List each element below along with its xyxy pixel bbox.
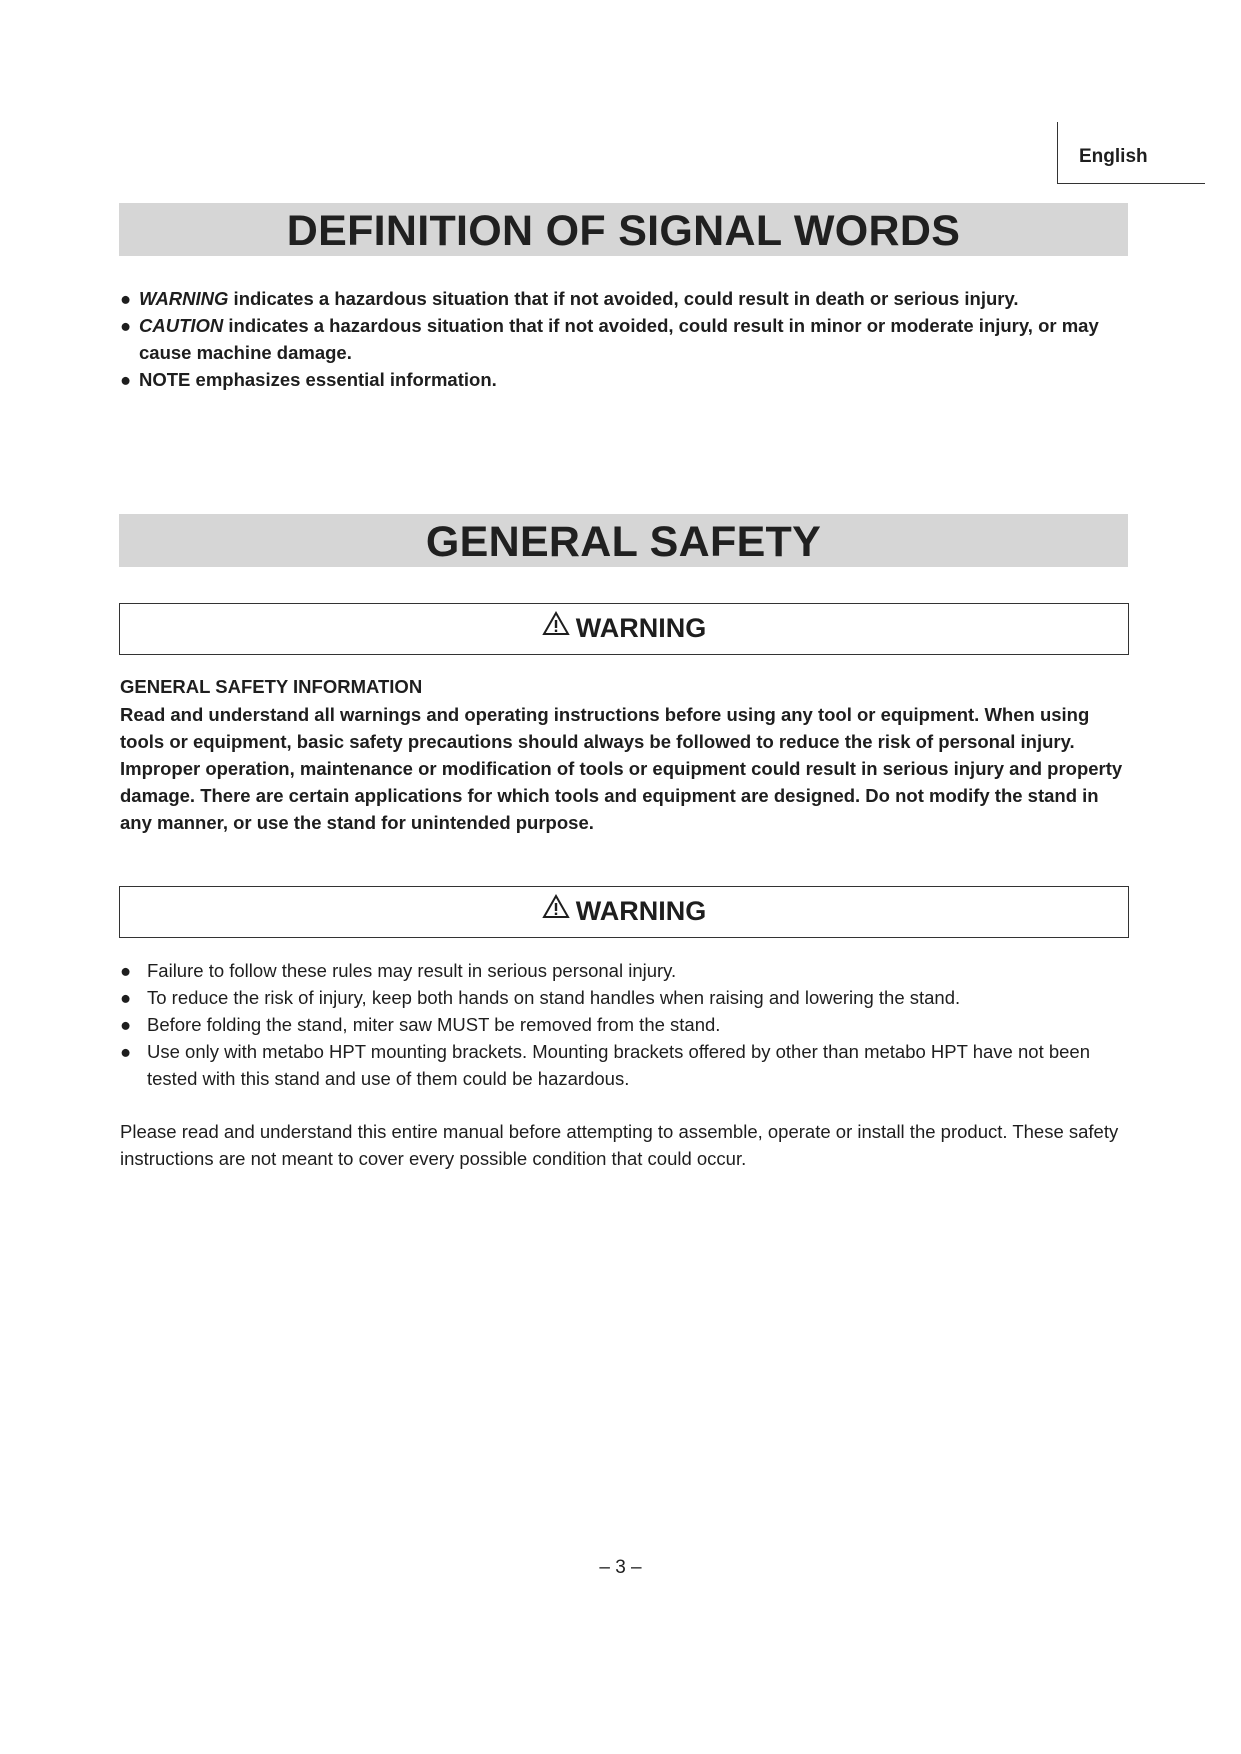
list-item — [120, 312, 1130, 366]
signal-words-title: DEFINITION OF SIGNAL WORDS — [119, 203, 1128, 256]
language-tab — [1057, 122, 1205, 184]
rule-text: Use only with metabo HPT mounting brackets. Mounting brackets offered by other than metabo HPT have not been tested with this stand and use of them could be hazardous. — [147, 1041, 1091, 1089]
signal-definition: indicates a hazardous situation that if not avoided, could result in minor or moderate injury, or may cause machine damage. — [139, 315, 1099, 363]
info-body: Read and understand all warnings and operating instructions before using any tool or equipment. When using tools or equipment, basic safety precautions should always be followed to reduce the risk of personal injury. Improper operation, maintenance or modification of tools or equipment could result in serious injury and property damage. There are certain applications for which tools and equipment are designed. Do not modify the stand in any manner, or use the stand for unintended purpose. — [120, 704, 1123, 833]
bullet-icon: ● — [120, 288, 132, 309]
warning-box-1 — [119, 603, 1129, 655]
warning-triangle-icon — [542, 886, 570, 935]
rule-text: Before folding the stand, miter saw MUST be removed from the stand. — [147, 1014, 721, 1035]
list-item — [120, 285, 1130, 312]
signal-term: CAUTION — [139, 315, 224, 336]
bullet-icon: ● — [120, 960, 132, 981]
list-item — [120, 957, 1132, 984]
signal-words-list — [120, 285, 1130, 393]
list-item — [120, 1038, 1132, 1092]
warning-triangle-icon — [542, 603, 570, 652]
closing-paragraph: Please read and understand this entire manual before attempting to assemble, operate or install the product. These safety instructions are not meant to cover every possible condition that could occur. — [120, 1121, 1119, 1169]
bullet-icon: ● — [120, 987, 132, 1008]
signal-term: WARNING — [139, 288, 229, 309]
info-heading: GENERAL SAFETY INFORMATION — [120, 676, 423, 697]
page-number: – 3 – — [599, 1557, 642, 1578]
warning-box-2 — [119, 886, 1129, 938]
general-safety-title: GENERAL SAFETY — [119, 514, 1128, 567]
warning-label: WARNING — [575, 896, 707, 926]
rule-text: Failure to follow these rules may result in serious personal injury. — [147, 960, 677, 981]
language-label: English — [1079, 146, 1148, 167]
rule-text: To reduce the risk of injury, keep both hands on stand handles when raising and lowering the stand. — [147, 987, 961, 1008]
bullet-icon: ● — [120, 1041, 132, 1062]
bullet-icon: ● — [120, 369, 132, 390]
bullet-icon: ● — [120, 315, 132, 336]
bullet-icon: ● — [120, 1014, 132, 1035]
signal-definition: NOTE emphasizes essential information. — [139, 369, 497, 390]
list-item — [120, 1011, 1132, 1038]
list-item — [120, 366, 1130, 393]
safety-rules-list — [120, 957, 1132, 1092]
warning-label: WARNING — [575, 613, 707, 643]
list-item — [120, 984, 1132, 1011]
signal-definition: indicates a hazardous situation that if not avoided, could result in death or serious injury. — [228, 288, 1019, 309]
